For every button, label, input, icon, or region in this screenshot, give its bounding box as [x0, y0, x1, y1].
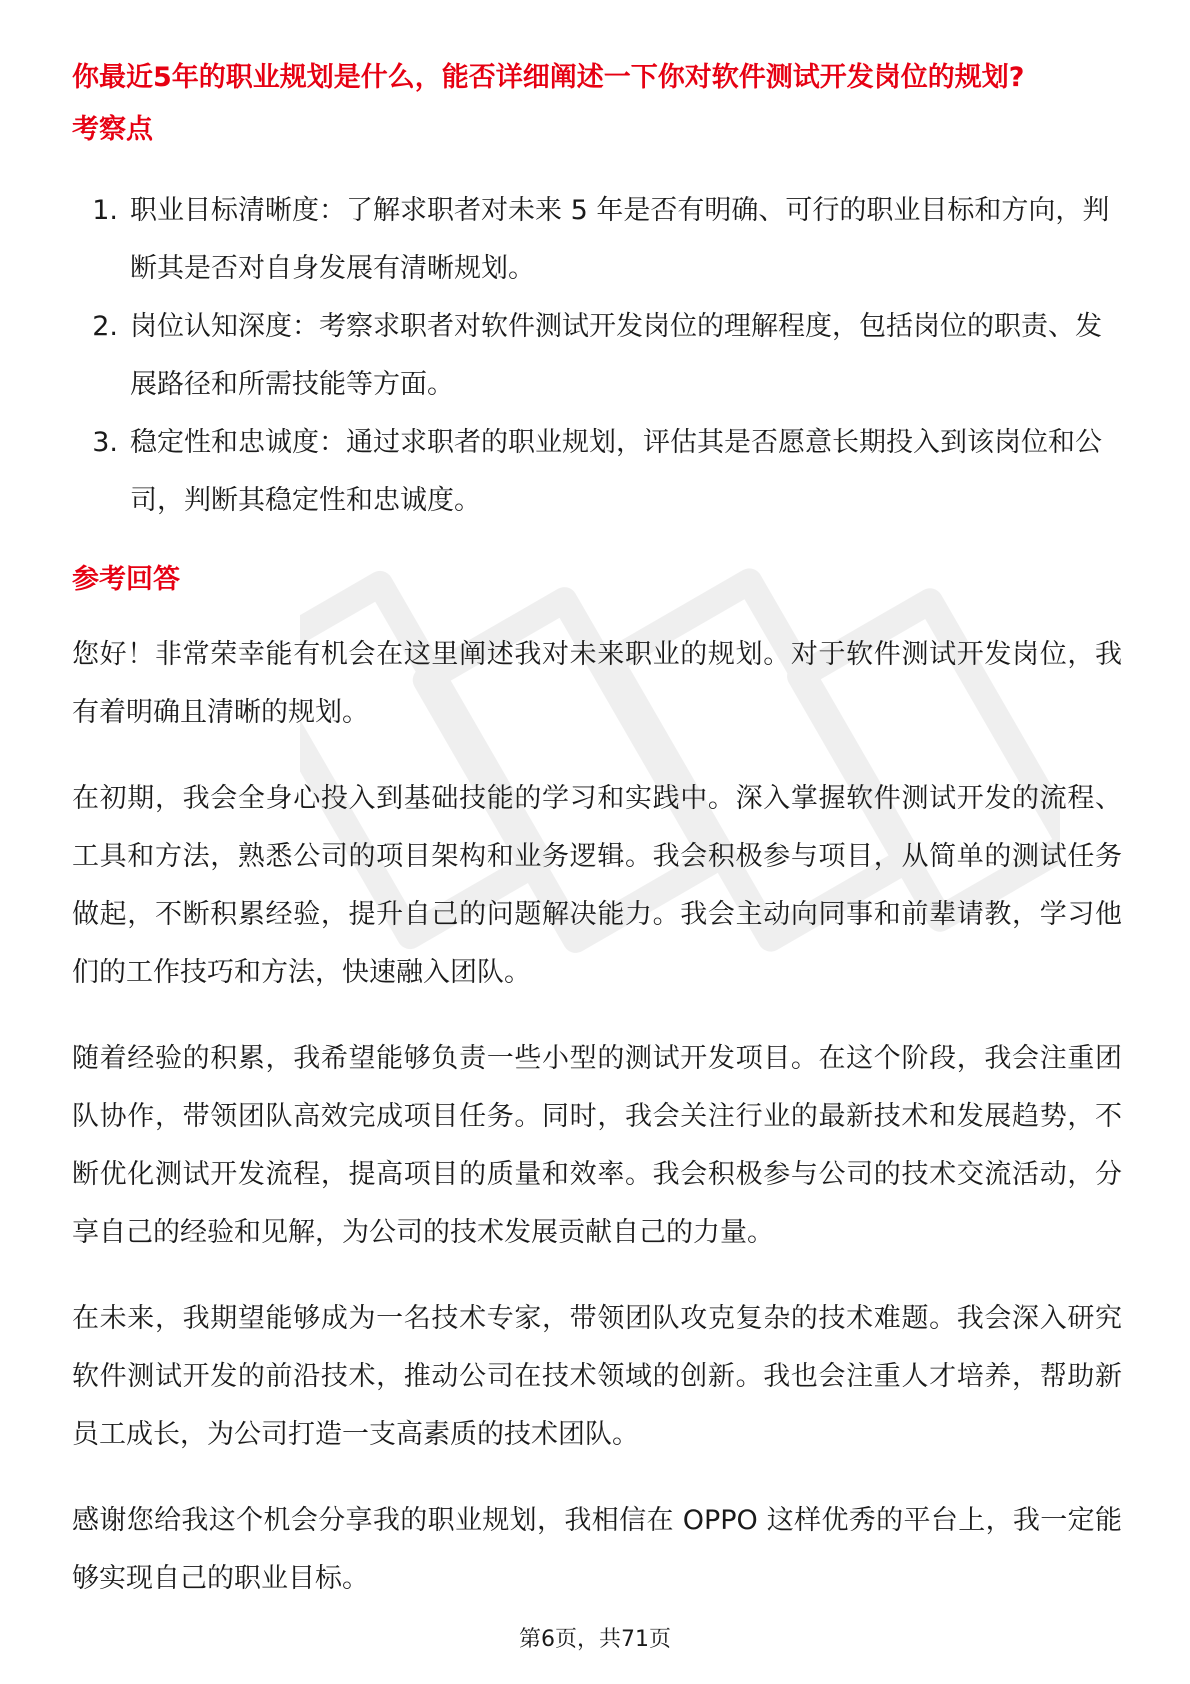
- list-item-number: 3.: [92, 427, 118, 458]
- list-item-text: 职业目标清晰度：了解求职者对未来 5 年是否有明确、可行的职业目标和方向，判断其是否对自身发展有清晰规划。: [130, 195, 1110, 284]
- answer-paragraph: 随着经验的积累，我希望能够负责一些小型的测试开发项目。在这个阶段，我会注重团队协作，带领团队高效完成项目任务。同时，我会关注行业的最新技术和发展趋势，不断优化测试开发流程，提高项目的质量和效率。我会积极参与公司的技术交流活动，分享自己的经验和见解，为公司的技术发展贡献自己的力量。: [72, 1043, 1122, 1248]
- answer-paragraph: 在未来，我期望能够成为一名技术专家，带领团队攻克复杂的技术难题。我会深入研究软件测试开发的前沿技术，推动公司在技术领域的创新。我也会注重人才培养，帮助新员工成长，为公司打造一支高素质的技术团队。: [72, 1303, 1122, 1450]
- list-item-number: 1.: [92, 195, 118, 226]
- answer-heading: 参考回答: [72, 564, 180, 595]
- list-item-text: 稳定性和忠诚度：通过求职者的职业规划，评估其是否愿意长期投入到该岗位和公司，判断其稳定性和忠诚度。: [130, 427, 1102, 516]
- page-number: 第6页，共71页: [519, 1627, 671, 1652]
- list-item-number: 2.: [92, 311, 118, 342]
- list-item-text: 岗位认知深度：考察求职者对软件测试开发岗位的理解程度，包括岗位的职责、发展路径和所需技能等方面。: [130, 311, 1102, 400]
- question-title: 你最近5年的职业规划是什么，能否详细阐述一下你对软件测试开发岗位的规划?: [72, 62, 1025, 93]
- list-item: [72, 298, 1122, 414]
- list-item: [72, 182, 1122, 298]
- answer-paragraph: 在初期，我会全身心投入到基础技能的学习和实践中。深入掌握软件测试开发的流程、工具和方法，熟悉公司的项目架构和业务逻辑。我会积极参与项目，从简单的测试任务做起，不断积累经验，提升自己的问题解决能力。我会主动向同事和前辈请教，学习他们的工作技巧和方法，快速融入团队。: [72, 783, 1122, 988]
- answer-paragraph: 感谢您给我这个机会分享我的职业规划，我相信在 OPPO 这样优秀的平台上，我一定能够实现自己的职业目标。: [72, 1505, 1122, 1594]
- answer-paragraph: 您好！非常荣幸能有机会在这里阐述我对未来职业的规划。对于软件测试开发岗位，我有着明确且清晰的规划。: [72, 639, 1122, 728]
- answer-body: [72, 626, 1122, 1636]
- assessment-points-list: [72, 182, 1122, 530]
- list-item: [72, 414, 1122, 530]
- points-heading: 考察点: [72, 114, 153, 145]
